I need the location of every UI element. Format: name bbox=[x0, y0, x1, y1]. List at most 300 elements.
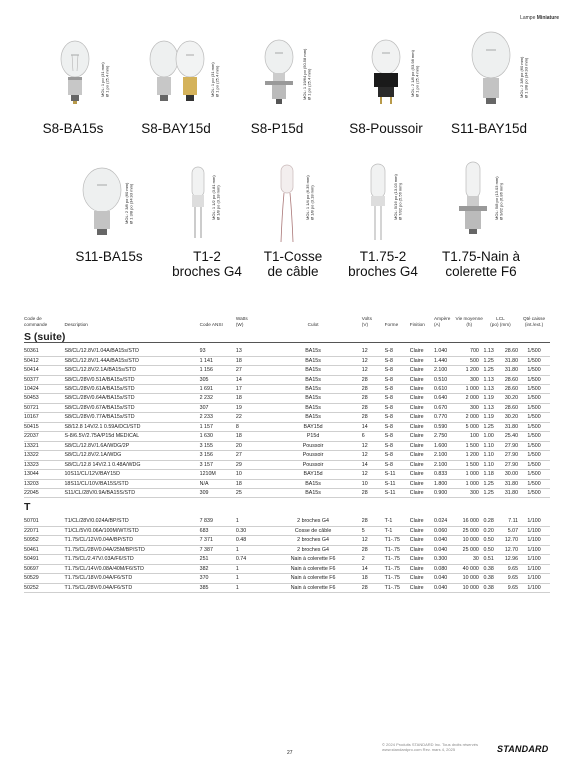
table-cell: 0.20 bbox=[483, 526, 497, 535]
table-cell: 1.10 bbox=[483, 451, 497, 460]
bulb-dimensions: MOL: 5/16 po (13.03 mm) Ø 7/32 po (5.56 mm) bbox=[393, 174, 403, 220]
bulb-image-t1-75-2 bbox=[363, 160, 393, 245]
table-cell: 50412 bbox=[24, 356, 64, 365]
table-row bbox=[24, 564, 550, 573]
table-cell: 12 bbox=[362, 347, 385, 356]
table-cell: BA15s bbox=[264, 347, 361, 356]
table-cell: 28.60 bbox=[497, 385, 518, 394]
table-row bbox=[24, 356, 550, 365]
table-cell: 1 bbox=[236, 583, 265, 592]
table-cell: 3 155 bbox=[200, 441, 236, 450]
table-cell: 31.80 bbox=[497, 422, 518, 431]
table-cell: T-1 bbox=[385, 526, 410, 535]
table-cell: 2 broches G4 bbox=[264, 545, 361, 554]
table-cell: 18 bbox=[362, 574, 385, 583]
table-cell: Claire bbox=[410, 422, 434, 431]
table-cell: 0.74 bbox=[236, 555, 265, 564]
bulb-name-line1: T1-Cosse bbox=[263, 249, 323, 264]
table-cell: 1.13 bbox=[483, 385, 497, 394]
table-cell: Claire bbox=[410, 479, 434, 488]
table-cell: 2 000 bbox=[456, 413, 483, 422]
table-cell: 1/500 bbox=[518, 432, 550, 441]
table-cell: Claire bbox=[410, 470, 434, 479]
table-cell: S-8 bbox=[385, 422, 410, 431]
table-cell: BA15s bbox=[264, 488, 361, 497]
table-cell: 1.10 bbox=[483, 460, 497, 469]
table-cell: 1/500 bbox=[518, 441, 550, 450]
col-description: Description bbox=[64, 321, 88, 327]
table-cell: 13044 bbox=[24, 470, 64, 479]
table-cell: S-8 bbox=[385, 441, 410, 450]
bulb-name bbox=[343, 249, 423, 279]
table-cell: 22037 bbox=[24, 432, 64, 441]
table-cell: BA15s bbox=[264, 385, 361, 394]
table-cell: S8/CL/28V/0.64A/BA15s/STD bbox=[64, 394, 199, 403]
table-cell: S8/CL/12.8V/2.1A/BA15s/STD bbox=[64, 366, 199, 375]
table-cell: 0.060 bbox=[434, 526, 456, 535]
table-cell: 18 bbox=[236, 432, 265, 441]
table-cell: S8/CL/12.8V/1.6A/WDG/2P bbox=[64, 441, 199, 450]
page-number: 27 bbox=[287, 750, 293, 756]
col-vie: Vie moyenne (h) bbox=[455, 316, 483, 327]
table-cell: 1/500 bbox=[518, 413, 550, 422]
table-cell: T1.75/CL/2.47V/.03A/F6/STD bbox=[64, 555, 199, 564]
table-cell: 1.10 bbox=[483, 441, 497, 450]
table-row bbox=[24, 451, 550, 460]
bulb-dimensions: MOL: 2 3/8 po (60 mm) Ø 1 3/8 po (34.93 mm) bbox=[124, 182, 134, 224]
table-cell: 0.38 bbox=[483, 574, 497, 583]
bulb-dimensions: MOL: 5/8 po (13.03 mm) Ø 9/32 po (6.86 mm) bbox=[494, 176, 504, 220]
table-row bbox=[24, 574, 550, 583]
table-cell: 0.38 bbox=[483, 583, 497, 592]
bulb-dimensions: MOL: 1 po (31 mm) Ø 1 po (25.4 mm) bbox=[210, 62, 220, 97]
page-header bbox=[520, 15, 559, 21]
table-cell: Claire bbox=[410, 366, 434, 375]
table-cell: 300 bbox=[456, 403, 483, 412]
col-culot: Culot bbox=[307, 321, 319, 327]
table-cell: 382 bbox=[200, 564, 236, 573]
table-cell: 13 bbox=[236, 347, 265, 356]
table-cell: 0.833 bbox=[434, 470, 456, 479]
table-cell: 0.080 bbox=[434, 564, 456, 573]
table-cell: Claire bbox=[410, 574, 434, 583]
col-lcl: LCL (po) (mm) bbox=[490, 316, 511, 327]
table-cell: 1/100 bbox=[518, 545, 550, 554]
table-cell: Claire bbox=[410, 432, 434, 441]
table-cell: 2.100 bbox=[434, 366, 456, 375]
table-cell: 12.96 bbox=[497, 555, 518, 564]
table-cell: 40 000 bbox=[456, 564, 483, 573]
table-row bbox=[24, 460, 550, 469]
table-cell: S-8/6.5V/2.75A/P15d MEDICAL bbox=[64, 432, 199, 441]
table-cell: S8/CL/28V/0.61A/BA15s/STD bbox=[64, 385, 199, 394]
table-cell: 1/500 bbox=[518, 347, 550, 356]
table-cell: 14 bbox=[362, 564, 385, 573]
table-row bbox=[24, 385, 550, 394]
table-row bbox=[24, 536, 550, 545]
table-cell: 0.610 bbox=[434, 385, 456, 394]
table-cell: 28.60 bbox=[497, 347, 518, 356]
bulb-name-line2: colerette F6 bbox=[445, 264, 517, 279]
table-cell: 50461 bbox=[24, 545, 64, 554]
table-cell: 10S11/CL/12V/BAY15D bbox=[64, 470, 199, 479]
bulb-image-t1-75-nain bbox=[453, 158, 493, 243]
brand-logo: STANDARD bbox=[497, 744, 549, 754]
table-cell: 370 bbox=[200, 574, 236, 583]
table-cell: 28 bbox=[362, 375, 385, 384]
table-cell: Claire bbox=[410, 555, 434, 564]
table-cell: Claire bbox=[410, 517, 434, 526]
table-cell: 28 bbox=[362, 394, 385, 403]
table-cell: Nain à colerette F6 bbox=[264, 555, 361, 564]
table-cell: 1 bbox=[236, 564, 265, 573]
table-cell: 50414 bbox=[24, 366, 64, 375]
table-cell: 0.040 bbox=[434, 583, 456, 592]
table-cell: T1.75/CL/12V/0.04A/BP/STD bbox=[64, 536, 199, 545]
table-cell: 5 bbox=[362, 526, 385, 535]
table-cell: 1/100 bbox=[518, 517, 550, 526]
table-cell: 1.19 bbox=[483, 413, 497, 422]
bulb-name-line2: broches G4 bbox=[348, 264, 418, 279]
bulb-image-s11-ba15s bbox=[79, 165, 125, 240]
table-cell: 27 bbox=[236, 451, 265, 460]
table-cell: S8/CL/12.8 14V/2.1 0.48A/WDG bbox=[64, 460, 199, 469]
table-cell: 18 bbox=[236, 394, 265, 403]
table-cell: 2.100 bbox=[434, 460, 456, 469]
table-cell: Poussoir bbox=[264, 451, 361, 460]
table-cell: Poussoir bbox=[264, 460, 361, 469]
table-cell: BA15s bbox=[264, 479, 361, 488]
table-cell: 6 bbox=[362, 432, 385, 441]
table-cell: 13321 bbox=[24, 441, 64, 450]
bulb-name bbox=[258, 249, 328, 279]
table-cell: 2 233 bbox=[200, 413, 236, 422]
table-cell: S8/12.8 14V/2.1 0.59A/DCI/STD bbox=[64, 422, 199, 431]
table-cell: T1.75/CL/18V/0.04A/F6/STD bbox=[64, 574, 199, 583]
bulb-name: S8-P15d bbox=[250, 121, 304, 136]
table-cell: S-11 bbox=[385, 470, 410, 479]
table-cell: 50453 bbox=[24, 394, 64, 403]
col-qte: Qté caisse (int./ext.) bbox=[522, 316, 546, 327]
table-cell: 1.440 bbox=[434, 356, 456, 365]
table-cell: 25 000 bbox=[456, 526, 483, 535]
table-cell: 17 bbox=[236, 385, 265, 394]
table-cell: 28 bbox=[362, 413, 385, 422]
table-cell: 22 bbox=[236, 413, 265, 422]
table-row bbox=[24, 479, 550, 488]
table-cell: 28 bbox=[362, 385, 385, 394]
table-cell: 1.040 bbox=[434, 347, 456, 356]
table-cell: 50952 bbox=[24, 536, 64, 545]
table-cell: 10 000 bbox=[456, 574, 483, 583]
table-cell: 12 bbox=[362, 441, 385, 450]
table-cell: Claire bbox=[410, 347, 434, 356]
bulb-image-s11-bay15d bbox=[468, 28, 514, 110]
table-cell: 2 broches G4 bbox=[264, 536, 361, 545]
table-cell: 309 bbox=[200, 488, 236, 497]
table-cell: 307 bbox=[200, 403, 236, 412]
table-cell: Claire bbox=[410, 403, 434, 412]
table-cell: T-1 bbox=[385, 517, 410, 526]
table-cell: 1/100 bbox=[518, 583, 550, 592]
table-cell: 0.670 bbox=[434, 403, 456, 412]
table-cell: 2 000 bbox=[456, 394, 483, 403]
table-cell: 31.80 bbox=[497, 488, 518, 497]
table-cell: 305 bbox=[200, 375, 236, 384]
table-cell: 1/500 bbox=[518, 422, 550, 431]
table-cell: 1/100 bbox=[518, 536, 550, 545]
table-cell: 1.25 bbox=[483, 356, 497, 365]
bulb-image-t1-2 bbox=[183, 162, 213, 242]
table-cell: 13203 bbox=[24, 479, 64, 488]
table-cell: 28 bbox=[362, 517, 385, 526]
table-cell: 0.510 bbox=[434, 375, 456, 384]
table-cell: S-8 bbox=[385, 413, 410, 422]
table-cell: S8/CL/28V/0.77A/BA15s/STD bbox=[64, 413, 199, 422]
table-row bbox=[24, 375, 550, 384]
table-cell: 31.80 bbox=[497, 366, 518, 375]
table-cell: 1.18 bbox=[483, 470, 497, 479]
table-cell: 1.25 bbox=[483, 488, 497, 497]
table-cell: Poussoir bbox=[264, 441, 361, 450]
table-cell: 1 bbox=[236, 517, 265, 526]
table-row bbox=[24, 394, 550, 403]
table-cell: 683 bbox=[200, 526, 236, 535]
table-cell: 27.90 bbox=[497, 441, 518, 450]
table-cell: T1.75/CL/28V/0.04A/25M/BP/STD bbox=[64, 545, 199, 554]
table-cell: 1.13 bbox=[483, 347, 497, 356]
table-cell: S-8 bbox=[385, 394, 410, 403]
col-volts: Volts (V) bbox=[361, 316, 372, 327]
table-body bbox=[24, 328, 550, 592]
section-heading bbox=[24, 498, 550, 518]
table-cell: 1/100 bbox=[518, 574, 550, 583]
table-cell: S-8 bbox=[385, 403, 410, 412]
table-cell: 9.65 bbox=[497, 574, 518, 583]
table-cell: S-8 bbox=[385, 366, 410, 375]
section-title: S (suite) bbox=[24, 331, 66, 344]
table-cell: BA15s bbox=[264, 366, 361, 375]
header-prefix: Lampe bbox=[520, 15, 537, 21]
table-cell: T1-.75 bbox=[385, 583, 410, 592]
table-cell: 1 200 bbox=[456, 366, 483, 375]
table-cell: 0.024 bbox=[434, 517, 456, 526]
table-cell: 0.50 bbox=[483, 536, 497, 545]
table-cell: T1/CL/28V/0.024A/BP/STD bbox=[64, 517, 199, 526]
table-cell: T1-.75 bbox=[385, 555, 410, 564]
table-cell: 3 157 bbox=[200, 460, 236, 469]
footer-copyright: © 2024 Produits STANDARD Inc. Tous droits réservés www.standardpro.com Rev. mars 4, 2025 bbox=[382, 742, 478, 752]
table-cell: 50529 bbox=[24, 574, 64, 583]
table-cell: S-8 bbox=[385, 432, 410, 441]
table-cell: 2 232 bbox=[200, 394, 236, 403]
bulb-name-line2: de câble bbox=[267, 264, 319, 279]
bulb-name-line1: T1-2 bbox=[193, 249, 221, 264]
table-cell: 1 500 bbox=[456, 441, 483, 450]
table-cell: BA15s bbox=[264, 403, 361, 412]
bulb-image-s8-p15d bbox=[259, 35, 299, 110]
table-cell: 1.00 bbox=[483, 432, 497, 441]
table-cell: 27 bbox=[236, 366, 265, 375]
table-cell: 0.040 bbox=[434, 536, 456, 545]
table-cell: 1.13 bbox=[483, 403, 497, 412]
table-cell: 2 broches G4 bbox=[264, 517, 361, 526]
table-cell: 1/500 bbox=[518, 385, 550, 394]
table-cell: Claire bbox=[410, 488, 434, 497]
table-cell: 1 141 bbox=[200, 356, 236, 365]
table-cell: 7.11 bbox=[497, 517, 518, 526]
section-heading bbox=[24, 328, 550, 347]
table-cell: 1/500 bbox=[518, 479, 550, 488]
table-row bbox=[24, 555, 550, 564]
table-row bbox=[24, 441, 550, 450]
table-cell: S-8 bbox=[385, 460, 410, 469]
table-cell: 30.00 bbox=[497, 470, 518, 479]
table-cell: 5 000 bbox=[456, 422, 483, 431]
table-row bbox=[24, 432, 550, 441]
table-cell: 10424 bbox=[24, 385, 64, 394]
bulb-name bbox=[168, 249, 246, 279]
table-cell: 13323 bbox=[24, 460, 64, 469]
table-cell: Cosse de câble bbox=[264, 526, 361, 535]
table-cell: 0.50 bbox=[483, 545, 497, 554]
bulb-image-s8-poussoir bbox=[366, 35, 406, 110]
table-cell: S8/CL/28V/0.51A/BA15s/STD bbox=[64, 375, 199, 384]
table-cell: 93 bbox=[200, 347, 236, 356]
bulb-dimensions: MOL: 1 1/4 po (6.35 mm) Ø 1/8 po (3.18 mm) bbox=[305, 175, 315, 220]
table-cell: 1/500 bbox=[518, 403, 550, 412]
bulb-name-line2: broches G4 bbox=[172, 264, 242, 279]
table-cell: 30.20 bbox=[497, 394, 518, 403]
table-cell: Claire bbox=[410, 460, 434, 469]
table-cell: 9.65 bbox=[497, 583, 518, 592]
table-cell: 1.600 bbox=[434, 441, 456, 450]
col-forme: Forme bbox=[384, 321, 399, 327]
table-row bbox=[24, 517, 550, 526]
table-row bbox=[24, 526, 550, 535]
table-cell: 10167 bbox=[24, 413, 64, 422]
table-cell: 1.25 bbox=[483, 366, 497, 375]
table-cell: 1/500 bbox=[518, 394, 550, 403]
header-section: Miniature bbox=[536, 15, 559, 21]
table-cell: 2.750 bbox=[434, 432, 456, 441]
table-cell: Claire bbox=[410, 583, 434, 592]
bulb-dimensions: MOL: 1 po (31 mm) Ø 1 po (25.4 mm) bbox=[100, 62, 110, 97]
table-cell: 18 bbox=[236, 356, 265, 365]
table-cell: 1/500 bbox=[518, 488, 550, 497]
table-cell: 1.25 bbox=[483, 422, 497, 431]
table-cell: 1 bbox=[236, 574, 265, 583]
table-cell: 28.60 bbox=[497, 375, 518, 384]
table-cell: T1.75/CL/14V/0.08A/40M/F6/STD bbox=[64, 564, 199, 573]
table-cell: 500 bbox=[456, 356, 483, 365]
table-cell: Claire bbox=[410, 451, 434, 460]
table-row bbox=[24, 470, 550, 479]
table-cell: 50415 bbox=[24, 422, 64, 431]
table-cell: 12 bbox=[362, 366, 385, 375]
table-cell: Nain à colerette F6 bbox=[264, 564, 361, 573]
table-cell: 1 000 bbox=[456, 479, 483, 488]
bulb-name-line1: T1.75-Nain à bbox=[441, 249, 521, 264]
table-cell: 10 000 bbox=[456, 583, 483, 592]
table-cell: 14 bbox=[236, 375, 265, 384]
table-cell: S-8 bbox=[385, 451, 410, 460]
table-cell: BA15s bbox=[264, 413, 361, 422]
table-cell: S11/CL/28V/0.9A/BA15S/STD bbox=[64, 488, 199, 497]
table-cell: Nain à colerette F6 bbox=[264, 583, 361, 592]
table-cell: 0.51 bbox=[483, 555, 497, 564]
table-cell: 28.60 bbox=[497, 403, 518, 412]
table-cell: 100 bbox=[456, 432, 483, 441]
table-cell: 16 000 bbox=[456, 517, 483, 526]
table-row bbox=[24, 366, 550, 375]
bulb-name bbox=[436, 249, 526, 279]
col-watts: Watts (W) bbox=[235, 316, 248, 327]
table-cell: 25 bbox=[236, 488, 265, 497]
table-cell: 29 bbox=[236, 460, 265, 469]
table-cell: 1 000 bbox=[456, 470, 483, 479]
table-cell: 1/100 bbox=[518, 526, 550, 535]
table-cell: 0.48 bbox=[236, 536, 265, 545]
table-cell: 7 387 bbox=[200, 545, 236, 554]
table-cell: 0.640 bbox=[434, 394, 456, 403]
table-cell: S8/CL/12.8V/2.1A/WDG bbox=[64, 451, 199, 460]
table-cell: 20 bbox=[236, 441, 265, 450]
bulb-name: S11-BAY15d bbox=[450, 121, 528, 136]
table-cell: 0.040 bbox=[434, 545, 456, 554]
table-cell: BAY15d bbox=[264, 470, 361, 479]
table-cell: 10 bbox=[236, 470, 265, 479]
col-ansi: Code ANSI bbox=[199, 321, 223, 327]
table-cell: Claire bbox=[410, 564, 434, 573]
table-cell: Claire bbox=[410, 536, 434, 545]
table-cell: 7 839 bbox=[200, 517, 236, 526]
table-cell: 3 156 bbox=[200, 451, 236, 460]
table-cell: 5.07 bbox=[497, 526, 518, 535]
table-cell: S-8 bbox=[385, 375, 410, 384]
table-cell: 31.80 bbox=[497, 356, 518, 365]
table-cell: 14 bbox=[362, 460, 385, 469]
table-cell: Claire bbox=[410, 385, 434, 394]
table-cell: 1 bbox=[236, 545, 265, 554]
table-cell: 1/500 bbox=[518, 460, 550, 469]
table-cell: 10 000 bbox=[456, 536, 483, 545]
bulb-name: S8-Poussoir bbox=[349, 121, 423, 136]
table-cell: T1-.75 bbox=[385, 545, 410, 554]
table-cell: 12 bbox=[362, 356, 385, 365]
table-cell: 19 bbox=[236, 403, 265, 412]
table-cell: 50701 bbox=[24, 517, 64, 526]
col-code: Code de commande bbox=[24, 316, 48, 327]
table-cell: 1/500 bbox=[518, 356, 550, 365]
table-row bbox=[24, 422, 550, 431]
table-row bbox=[24, 403, 550, 412]
table-cell: 50697 bbox=[24, 564, 64, 573]
table-cell: 28 bbox=[362, 488, 385, 497]
table-cell: Claire bbox=[410, 545, 434, 554]
table-cell: T1/CL/5V/0.06A/100M/WT/STD bbox=[64, 526, 199, 535]
table-cell: 2 bbox=[362, 555, 385, 564]
table-cell: 1 000 bbox=[456, 385, 483, 394]
bulb-dimensions: MOL: 1 19/64 po (50.58 mm) Ø 1 po (25.4 mm) bbox=[302, 48, 312, 100]
table-cell: 10 bbox=[362, 479, 385, 488]
bulb-dimensions: MOL: 1 1/2 po (3.81 mm) Ø 1/8 po (3.18 mm) bbox=[211, 175, 221, 220]
table-cell: 22071 bbox=[24, 526, 64, 535]
table-cell: Claire bbox=[410, 394, 434, 403]
table-cell: 27.90 bbox=[497, 460, 518, 469]
table-cell: 50361 bbox=[24, 347, 64, 356]
table-cell: S-11 bbox=[385, 479, 410, 488]
